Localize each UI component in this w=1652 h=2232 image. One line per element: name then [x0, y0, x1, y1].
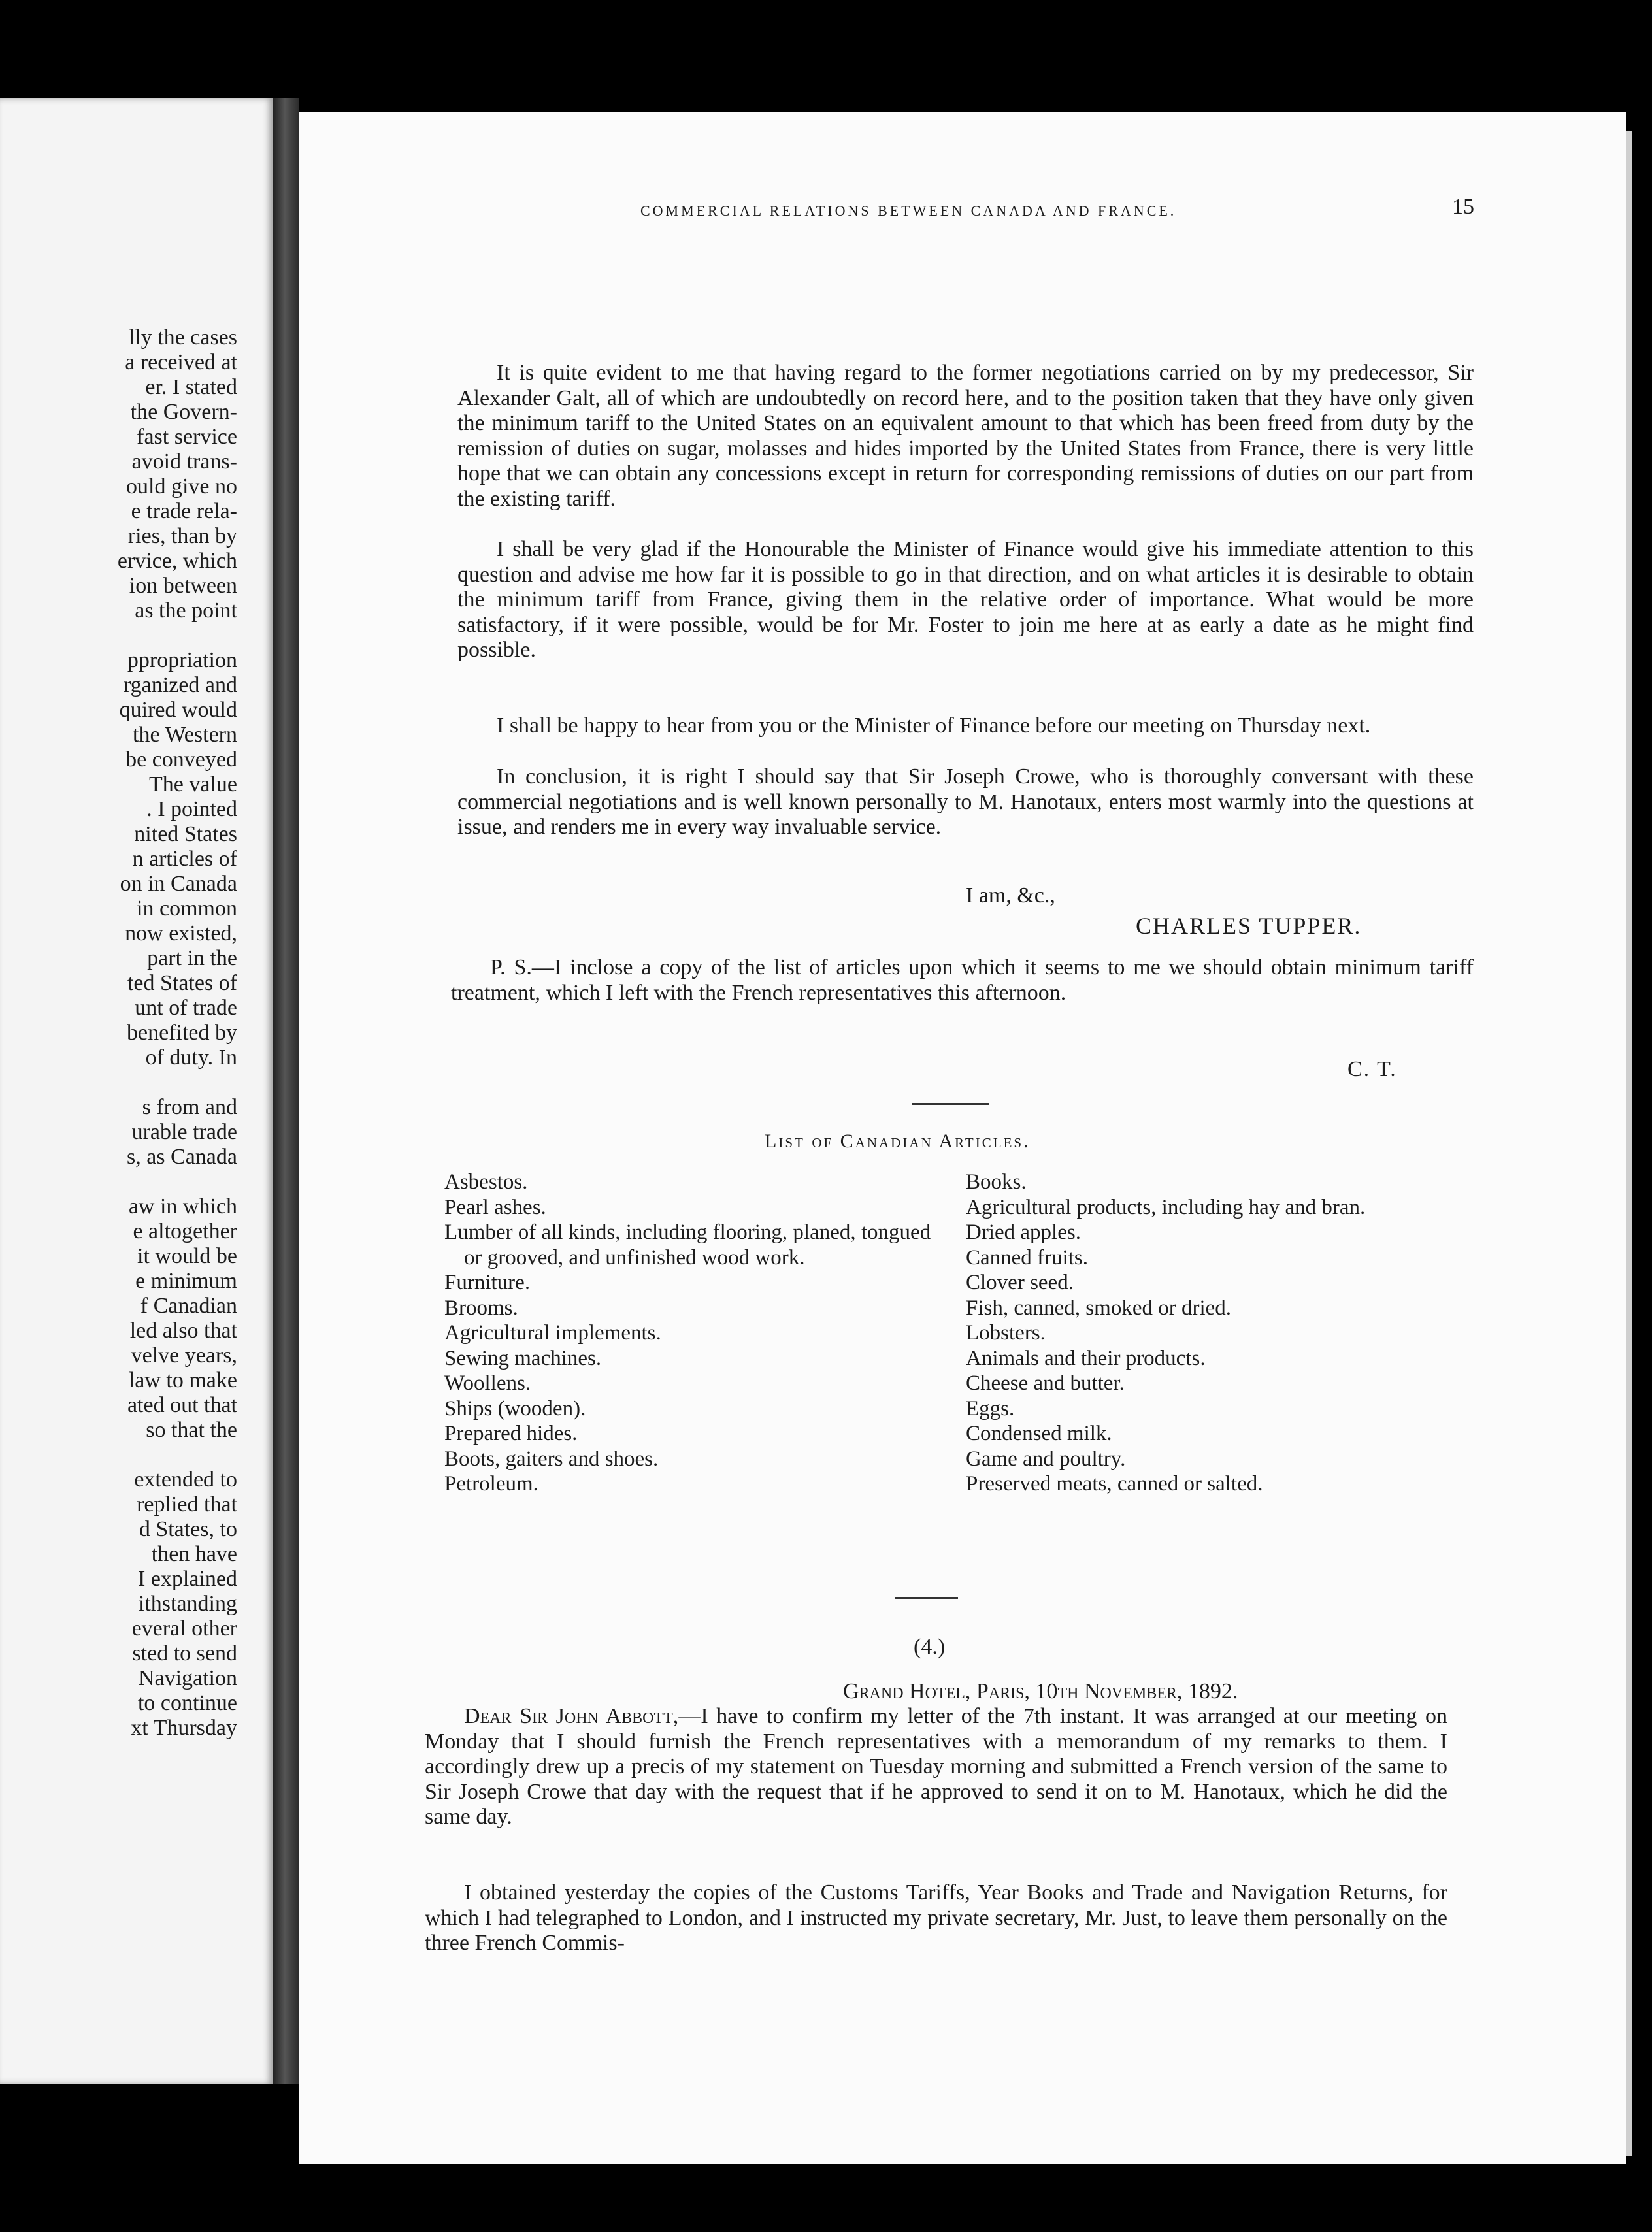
facing-page-line: s from and — [142, 1095, 237, 1119]
list-item: Agricultural implements. — [444, 1321, 661, 1345]
facing-page-line: everal other — [131, 1617, 237, 1641]
list-item: Dried apples. — [966, 1221, 1081, 1244]
facing-page-line — [118, 1443, 237, 1468]
facing-page-line: quired would — [119, 698, 237, 722]
facing-page-line: it would be — [137, 1244, 237, 1268]
facing-page-line: benefited by — [127, 1021, 237, 1045]
list-item: Agricultural products, including hay and bran. — [966, 1195, 1366, 1219]
facing-page-line: rganized and — [123, 673, 237, 697]
facing-page-line: ries, than by — [127, 524, 237, 548]
facing-page-line: unt of trade — [135, 996, 237, 1020]
list-item: Fish, canned, smoked or dried. — [966, 1296, 1232, 1320]
closing: I am, &c., — [966, 883, 1055, 908]
facing-page-line: ion between — [129, 574, 237, 598]
facing-page-line: a received at — [125, 350, 237, 374]
list-item: Lumber of all kinds, including flooring, planed, tongued or grooved, and unfinished wood work. — [444, 1221, 931, 1270]
section-divider-2 — [895, 1597, 958, 1599]
letter-paragraph-3: I shall be happy to hear from you or the Minister of Finance before our meeting on Thursday next. — [497, 714, 1371, 738]
facing-page-line: be conveyed — [125, 747, 237, 772]
facing-page-line: replied that — [137, 1492, 237, 1517]
facing-page-line: led also that — [129, 1319, 237, 1343]
facing-page-line: sted to send — [132, 1641, 237, 1666]
facing-page-line: to continue — [137, 1691, 237, 1715]
facing-page-line — [118, 1070, 237, 1095]
facing-page-line: f Canadian — [140, 1294, 237, 1318]
list-item: Condensed milk. — [966, 1422, 1112, 1445]
facing-page-line: of duty. In — [145, 1045, 237, 1070]
list-item: Brooms. — [444, 1296, 518, 1320]
list-item: Furniture. — [444, 1271, 531, 1294]
facing-page-line: so that the — [146, 1418, 237, 1442]
list-item: Asbestos. — [444, 1170, 528, 1194]
facing-page-line: er. I stated — [145, 375, 237, 399]
facing-page-line: Navigation — [138, 1666, 237, 1690]
facing-page-text — [118, 325, 237, 1741]
list-item: Pearl ashes. — [444, 1195, 546, 1219]
facing-page-line: n articles of — [132, 847, 237, 871]
list-item: Canned fruits. — [966, 1245, 1088, 1270]
facing-page-line: nited States — [134, 822, 237, 846]
postscript: P. S.—I inclose a copy of the list of articles upon which it seems to me we should obtain minimum tariff treatment, which I left with the French representatives this afternoon. — [451, 955, 1474, 1005]
facing-page-line: law to make — [128, 1368, 237, 1392]
letter-number: (4.) — [914, 1635, 946, 1659]
facing-page-line: extended to — [134, 1468, 237, 1492]
facing-page-line: lly the cases — [128, 325, 237, 350]
facing-page-line: e altogether — [133, 1219, 237, 1243]
facing-page-line: s, as Canada — [126, 1145, 237, 1169]
page-number: 15 — [1452, 195, 1474, 219]
list-item: Books. — [966, 1170, 1027, 1194]
list-item: Eggs. — [966, 1396, 1015, 1420]
list-item: Woollens. — [444, 1371, 531, 1395]
facing-page-line: the Govern- — [130, 400, 237, 424]
facing-page-line: The value — [149, 772, 237, 796]
facing-page-line: part in the — [147, 946, 237, 970]
list-item: Clover seed. — [966, 1271, 1074, 1294]
letter-paragraph-1: It is quite evident to me that having regard to the former negotiations carried on by my predecessor, Sir Alexander Galt, all of which are undoubtedly on record here, and to the position taken that they have only given the minimum tariff to the United States on an equivalent amount to that which has been freed from duty by the remission of duties on sugar, molasses and hides imported by the United States from France, there is very little hope that we can obtain any concessions except in return for corresponding remissions of duties on our part from the existing tariff. — [457, 361, 1474, 511]
list-item: Animals and their products. — [966, 1346, 1206, 1370]
facing-page-line: then have — [151, 1542, 237, 1566]
section-divider — [912, 1103, 989, 1105]
list-column-right — [966, 1170, 1476, 1497]
letter2-paragraph-1-body: —I have to confirm my letter of the 7th instant. It was arranged at our meeting on Monday that I should furnish the French representatives with a memorandum of my remarks to them. I accordingly drew up a precis of my statement on Tuesday morning and submitted a French version of the same to Sir Joseph Crowe that day with the request that if he approved to send it on to M. Hanotaux, which he did the same day. — [425, 1704, 1447, 1829]
list-item: Petroleum. — [444, 1472, 538, 1496]
running-title: COMMERCIAL RELATIONS BETWEEN CANADA AND FRANCE. — [640, 203, 1177, 219]
salutation: Dear Sir John Abbott, — [464, 1704, 679, 1728]
facing-page-line: I explained — [138, 1567, 237, 1591]
facing-page-line: xt Thursday — [131, 1716, 237, 1740]
facing-page-line: fast service — [137, 425, 237, 449]
list-item: Lobsters. — [966, 1321, 1046, 1345]
facing-page-line — [118, 1170, 237, 1194]
letter-paragraph-2: I shall be very glad if the Honourable the Minister of Finance would give his immediate attention to this question and advise me how far it is possible to go in that direction, and on what articles it is desirable to obtain the minimum tariff from France, giving them in the relative order of importance. What would be more satisfactory, if it were possible, would be for Mr. Foster to join me here at as early a date as he might find possible. — [457, 537, 1474, 662]
facing-page-line: ithstanding — [138, 1592, 237, 1616]
facing-page-line: ted States of — [127, 971, 237, 995]
list-item: Preserved meats, canned or salted. — [966, 1472, 1263, 1496]
signature: CHARLES TUPPER. — [1136, 913, 1362, 939]
list-item: Ships (wooden). — [444, 1396, 586, 1420]
letter2-paragraph-1 — [425, 1704, 1447, 1830]
facing-page-line: urable trade — [131, 1120, 237, 1144]
list-column-left — [444, 1170, 941, 1497]
list-item: Boots, gaiters and shoes. — [444, 1447, 659, 1471]
facing-page-line: ervice, which — [117, 549, 237, 573]
facing-page-line: e trade rela- — [131, 499, 237, 523]
facing-page-line: in common — [137, 896, 237, 921]
list-item: Sewing machines. — [444, 1346, 602, 1370]
facing-page-line: velve years, — [131, 1343, 237, 1368]
facing-page-line: . I pointed — [146, 797, 237, 821]
letter-paragraph-4: In conclusion, it is right I should say that Sir Joseph Crowe, who is thoroughly conversant with these commercial negotiations and is well known personally to M. Hanotaux, enters most warmly into the questions at issue, and renders me in every way invaluable service. — [457, 764, 1474, 839]
list-title: List of Canadian Articles. — [765, 1130, 1031, 1152]
book-gutter — [273, 98, 299, 2084]
dateline: Grand Hotel, Paris, 10th November, 1892. — [843, 1679, 1238, 1703]
letter2-paragraph-2: I obtained yesterday the copies of the Customs Tariffs, Year Books and Trade and Navigation Returns, for which I had telegraphed to London, and I instructed my private secretary, Mr. Just, to leave them personally on the three French Commis- — [425, 1880, 1447, 1955]
initials: C. T. — [1347, 1057, 1397, 1081]
list-item: Cheese and butter. — [966, 1371, 1125, 1395]
facing-page-line: e minimum — [135, 1269, 237, 1293]
facing-page-line — [118, 623, 237, 648]
facing-page-line: the Western — [133, 723, 237, 747]
facing-page-line: ated out that — [127, 1393, 237, 1417]
page-edge — [1626, 131, 1632, 2156]
facing-page-line: aw in which — [128, 1194, 237, 1219]
facing-page-line: now existed, — [125, 921, 237, 945]
facing-page-line: ppropriation — [127, 648, 237, 672]
facing-page-line: on in Canada — [120, 872, 237, 896]
facing-page-line: ould give no — [126, 474, 237, 499]
facing-page-line: as the point — [135, 599, 237, 623]
facing-page-fragment — [0, 98, 273, 2084]
facing-page-line: avoid trans- — [131, 450, 237, 474]
facing-page-line: d States, to — [139, 1517, 237, 1541]
list-item: Game and poultry. — [966, 1447, 1126, 1471]
list-item: Prepared hides. — [444, 1422, 578, 1445]
